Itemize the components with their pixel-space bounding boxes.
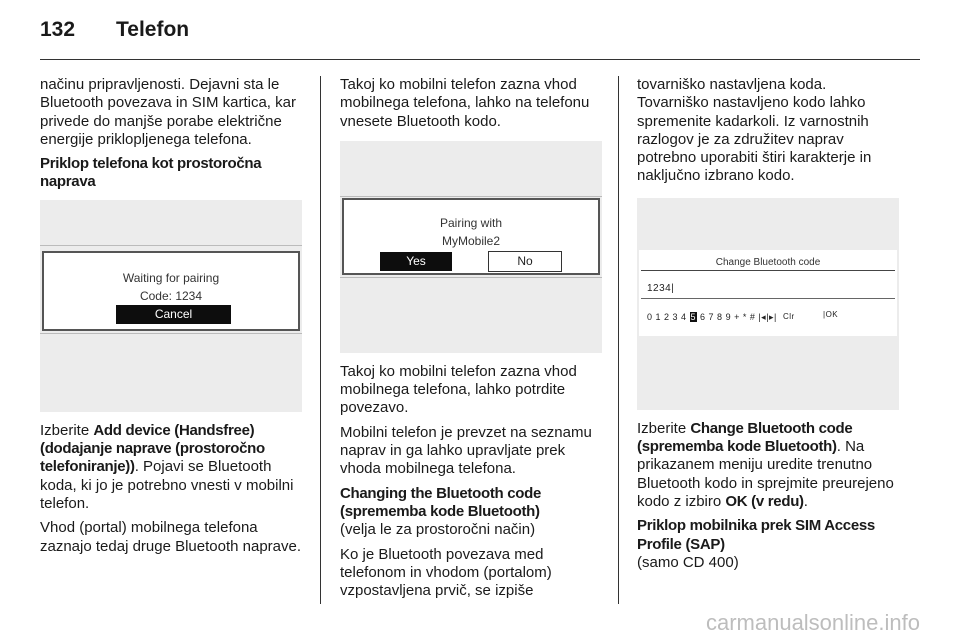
frame-line [340, 196, 602, 197]
code-panel [639, 250, 897, 336]
code-screen-title: Change Bluetooth code [715, 256, 821, 268]
paragraph: (velja le za prostoročni način) [340, 521, 536, 539]
title-rule [641, 270, 895, 271]
frame-line [340, 277, 602, 278]
paragraph: Vhod (portal) mobilnega telefona zaznajo tedaj druge Bluetooth naprave. [40, 519, 302, 555]
dialog-panel [42, 251, 300, 331]
paragraph [40, 422, 302, 513]
page-header [40, 18, 189, 42]
cancel-button[interactable]: Cancel [116, 305, 231, 324]
watermark: carmanualsonline.info [705, 610, 920, 635]
yes-button[interactable]: Yes [380, 252, 452, 271]
ok-key[interactable]: |OK [823, 309, 839, 319]
frame-line [40, 333, 302, 334]
ok-label: OK [825, 309, 839, 319]
paragraph: Mobilni telefon je prevzet na seznamu naprav in ga lahko upravljate prek vhoda mobilnega telefona. [340, 423, 592, 478]
clear-key[interactable]: Clr [783, 311, 795, 321]
frame-line [40, 245, 302, 246]
paragraph [637, 420, 899, 511]
paragraph: načinu pripravljenosti. Dejavni sta le Bluetooth povezava in SIM kartica, kar privede do manjše porabe električne energije priklopljenega telefona. [40, 76, 296, 148]
backspace-icon[interactable]: |◂|▸| [758, 311, 777, 322]
input-rule [641, 298, 895, 299]
section-heading: Changing the Bluetooth code (sprememba kode Bluetooth) [340, 484, 542, 520]
section-heading: Priklop mobilnika prek SIM Access Profile (SAP) [637, 517, 875, 553]
dialog-line-2: MyMobile2 [441, 233, 501, 248]
paragraph: Takoj ko mobilni telefon zazna vhod mobilnega telefona, lahko na telefonu vnesete Bluetooth kodo. [340, 76, 590, 130]
screen-change-bluetooth-code [637, 198, 899, 410]
text: Izberite [40, 421, 94, 439]
dialog-line-1: Waiting for pairing [122, 270, 220, 285]
paragraph: tovarniško nastavljena koda. Tovarniško nastavljeno kodo lahko spremenite kadarkoli. Iz varnostnih razlogov je za združitev naprav potrebno uporabiti štiri karakterje in naključno izbrano kodo. [637, 76, 872, 185]
screen-waiting-for-pairing [40, 200, 302, 412]
keypad-keys[interactable]: 0 1 2 3 4 [647, 311, 690, 322]
text: . Pojavi se Bluetooth koda, ki jo je potrebno vnesti v mobilni telefon. [40, 458, 294, 512]
paragraph: Ko je Bluetooth povezava med telefonom in vhodom (portalom) vzpostavljena prvič, se izpiše [340, 545, 552, 600]
menu-reference: OK (v redu) [725, 492, 804, 510]
text: Izberite [637, 419, 691, 437]
keypad[interactable] [647, 308, 777, 326]
menu-reference: Change Bluetooth code (sprememba kode Bluetooth) [637, 419, 853, 456]
no-button[interactable]: No [488, 251, 562, 272]
chapter-title: Telefon [116, 18, 190, 41]
paragraph: Takoj ko mobilni telefon zazna vhod mobilnega telefona, lahko potrdite povezavo. [340, 362, 577, 417]
code-value: 1234 [647, 282, 672, 294]
section-heading: Priklop telefona kot prostoročna naprava [40, 155, 262, 191]
dialog-panel [342, 198, 600, 275]
column-2 [340, 76, 602, 606]
dialog-line-1: Pairing with [439, 215, 503, 230]
text: . Na prikazanem meniju uredite trenutno Bluetooth kodo in sprejmite preurejeno kodo z izbiro [637, 438, 894, 510]
screen-pairing-with [340, 141, 602, 353]
code-input[interactable]: 1234| [647, 282, 675, 294]
column-1 [40, 76, 302, 562]
dialog-line-2: Code: 1234 [139, 288, 203, 303]
menu-reference: Add device (Handsfree) (dodajanje naprave (prostoročno telefoniranje)) [40, 421, 265, 476]
keypad-keys[interactable]: 6 7 8 9 + * # [697, 311, 759, 322]
header-rule [40, 59, 920, 60]
column-3 [637, 76, 899, 578]
keypad-selected-key[interactable]: 5 [690, 311, 697, 322]
text: . [803, 492, 808, 510]
paragraph: (samo CD 400) [637, 553, 739, 571]
column-divider [320, 76, 321, 604]
page-number: 132 [40, 18, 76, 41]
column-divider [618, 76, 619, 604]
